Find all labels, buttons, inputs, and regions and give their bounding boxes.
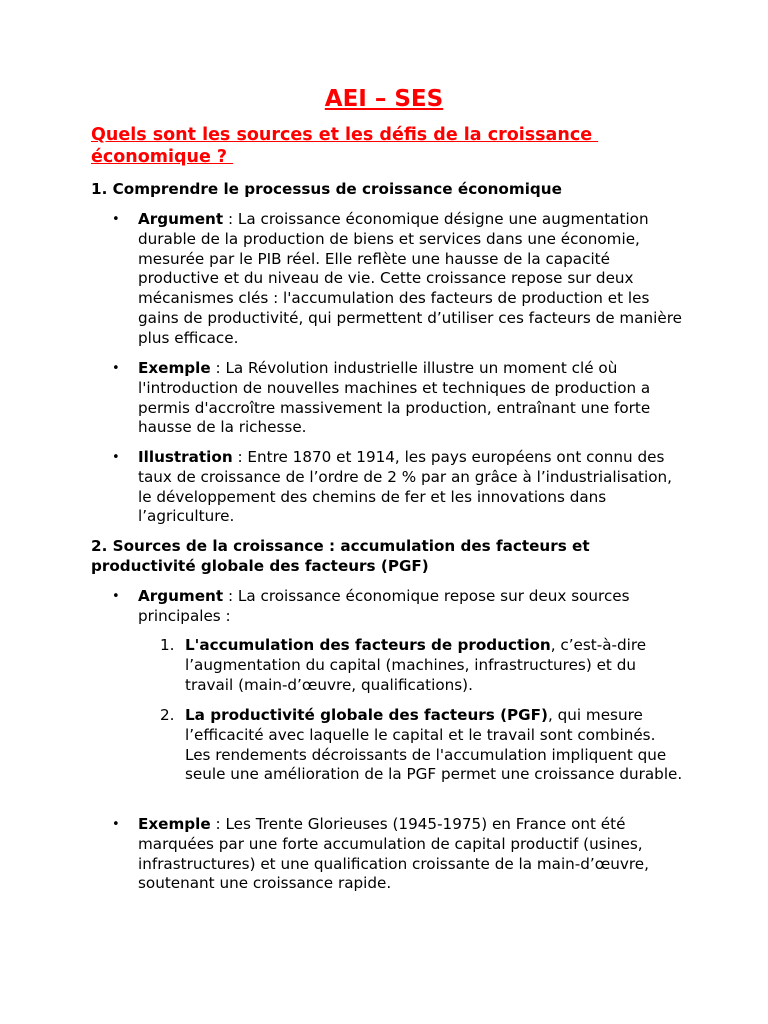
item-label: Illustration: [138, 448, 233, 466]
section-2-example: [138, 815, 683, 894]
item-text: : Entre 1870 et 1914, les pays européens ont connu des taux de croissance de l’ordre de 2 % par an grâce à l’industrialisation, le développement des chemins de fer et les innovations dans l’agriculture.: [138, 448, 672, 526]
item-text: , qui mesure l’efficacité avec laquelle le capital et le travail sont combinés. Les rendements décroissants de l'accumulation impliquent que seule une amélioration de la PGF permet une croissance durable.: [185, 706, 683, 784]
list-number: 1.: [160, 636, 175, 654]
document-subtitle: Quels sont les sources et les défis de la croissance économique ?: [91, 125, 599, 167]
bullet-icon: •: [112, 450, 120, 465]
item-label: La productivité globale des facteurs (PGF): [185, 706, 548, 724]
section-2-source-2: [185, 706, 685, 785]
item-label: Exemple: [138, 359, 211, 377]
item-text: : Les Trente Glorieuses (1945-1975) en France ont été marquées par une forte accumulation de capital productif (usines, infrastructures) et une qualification croissante de la main-d’œuvre, soutenant une croissance rapide.: [138, 815, 649, 893]
item-text: : La croissance économique repose sur deux sources principales :: [138, 587, 630, 625]
document-title: AEI – SES: [324, 86, 444, 112]
item-text: : La Révolution industrielle illustre un moment clé où l'introduction de nouvelles machines et techniques de production a permis d'accroître massivement la production, entraînant une forte hausse de la richesse.: [138, 359, 651, 437]
bullet-icon: •: [112, 361, 120, 376]
bullet-icon: •: [112, 212, 120, 227]
section-2-argument: [138, 587, 683, 627]
item-label: Argument: [138, 210, 224, 228]
section-1-heading: 1. Comprendre le processus de croissance économique: [91, 180, 562, 198]
item-label: Exemple: [138, 815, 211, 833]
section-2-source-1: [185, 636, 685, 695]
item-label: L'accumulation des facteurs de production: [185, 636, 551, 654]
bullet-icon: •: [112, 589, 120, 604]
section-1-illustration: [138, 448, 683, 527]
section-2-heading: 2. Sources de la croissance : accumulation des facteurs et productivité globale des facteurs (PGF): [91, 537, 590, 575]
item-label: Argument: [138, 587, 224, 605]
item-text: , c’est-à-dire l’augmentation du capital (machines, infrastructures) et du travail (main-d’œuvre, qualifications).: [185, 636, 647, 694]
list-number: 2.: [160, 706, 175, 724]
section-1-argument: [138, 210, 683, 349]
bullet-icon: •: [112, 817, 120, 832]
section-1-example: [138, 359, 683, 438]
item-text: : La croissance économique désigne une augmentation durable de la production de biens et services dans une économie, mesurée par le PIB réel. Elle reflète une hausse de la capacité productive et du niveau de vie. Cette croissance repose sur deux mécanismes clés : l'accumulation des facteurs de production et les gains de productivité, qui permettent d’utiliser ces facteurs de manière plus efficace.: [138, 210, 682, 347]
